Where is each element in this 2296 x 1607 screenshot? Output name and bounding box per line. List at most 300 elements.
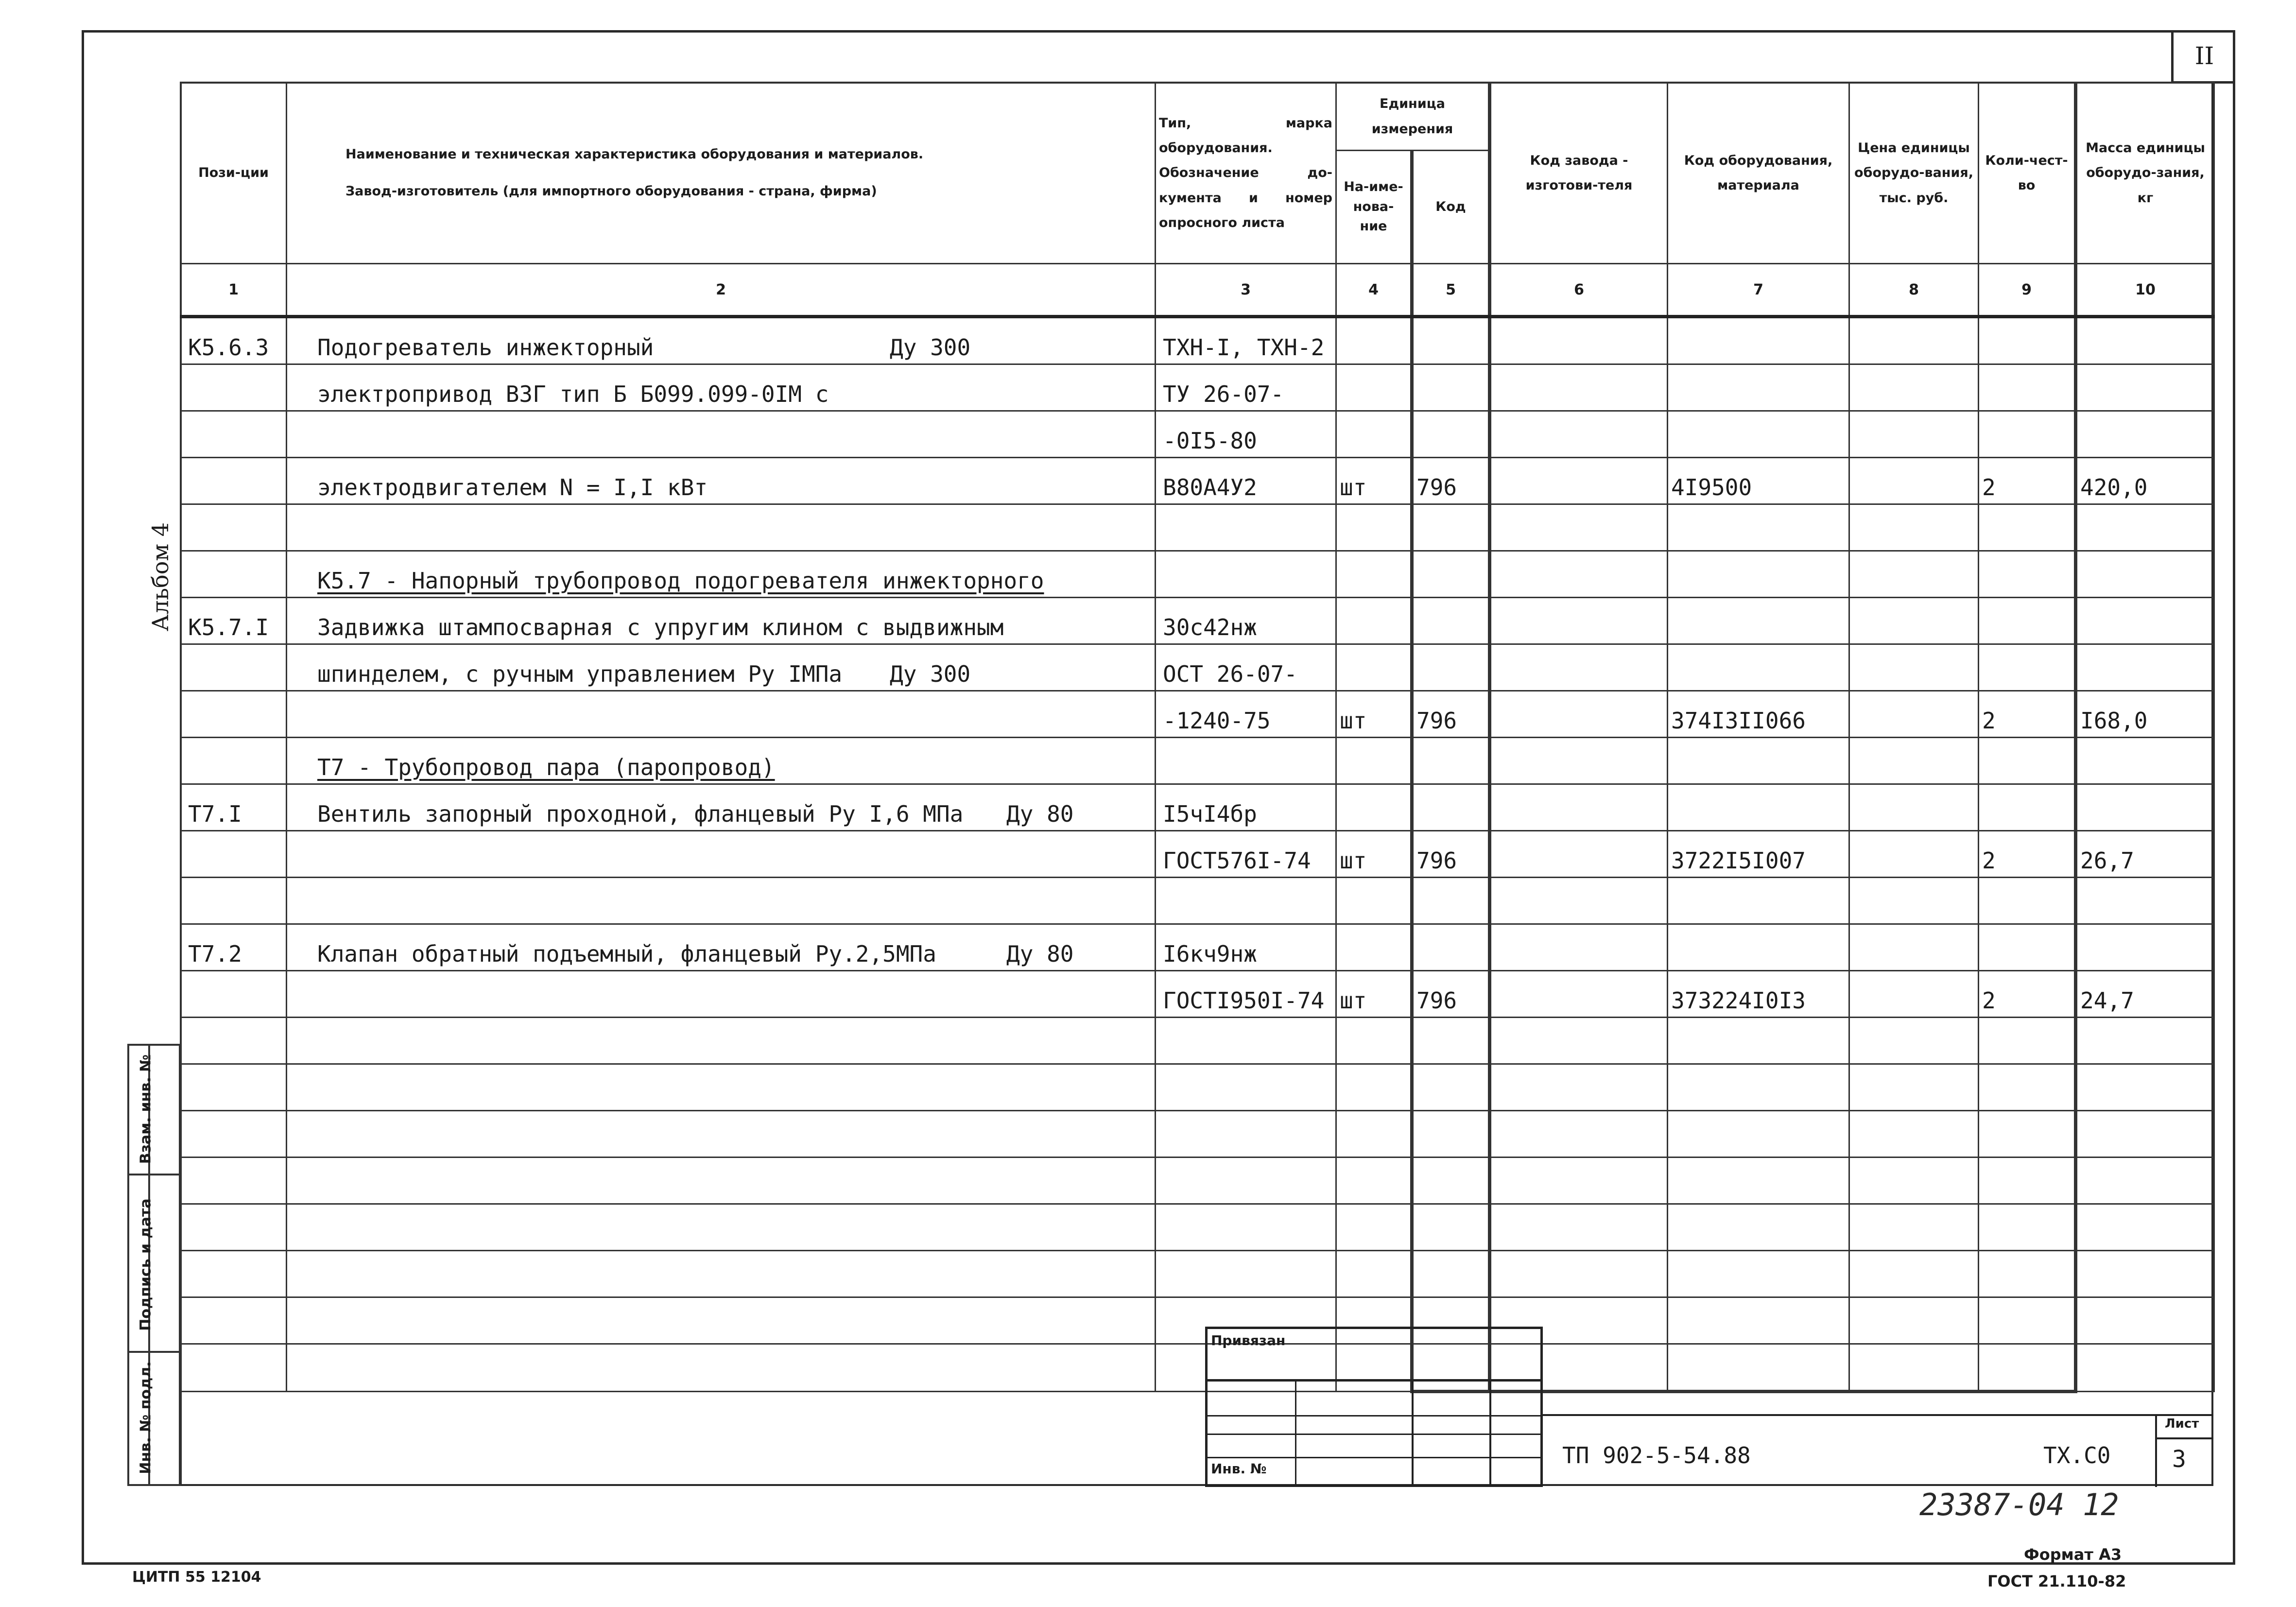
cell-qty	[1979, 878, 2076, 924]
cell-name	[287, 1064, 1156, 1111]
cell-pos	[181, 831, 287, 878]
cell-type: I5чI4бр	[1156, 784, 1336, 831]
cell-code	[1412, 598, 1490, 644]
cell-eqcode: 4I9500	[1668, 458, 1849, 504]
privyazan-label: Привязан	[1211, 1332, 1286, 1348]
cell-eqcode	[1668, 924, 1849, 971]
cell-name	[287, 1111, 1156, 1158]
cell-mass	[2076, 411, 2214, 458]
inv-no-label: Инв. №	[1211, 1461, 1267, 1477]
item-name: Подогреватель инжекторный	[317, 334, 654, 361]
table-row	[181, 644, 2214, 691]
cell-factory	[1490, 1251, 1668, 1297]
cell-pos	[181, 1064, 287, 1111]
cell-type	[1156, 1111, 1336, 1158]
table-row	[181, 551, 2214, 598]
cell-eqcode: 374I3II066	[1668, 691, 1849, 738]
cell-type: ГОСТI950I-74	[1156, 971, 1336, 1018]
cell-qty	[1979, 1344, 2076, 1392]
table-row	[181, 504, 2214, 551]
cell-mass: 26,7	[2076, 831, 2214, 878]
cell-price	[1849, 1344, 1979, 1392]
vzam-label: Взам. инв. №	[137, 1054, 155, 1164]
cell-code	[1412, 364, 1490, 411]
cell-pos	[181, 504, 287, 551]
col-number: 4	[1336, 264, 1412, 317]
stamp-line	[1295, 1379, 1296, 1487]
cell-unit	[1336, 924, 1412, 971]
cell-factory	[1490, 784, 1668, 831]
col-number: 6	[1490, 264, 1668, 317]
header-factory-code: Код заводa - изготови-теля	[1490, 83, 1668, 264]
sheet-code: ТХ.С0	[2043, 1442, 2111, 1469]
table-row	[181, 364, 2214, 411]
doc-code: ТП 902-5-54.88	[1562, 1442, 1751, 1469]
cell-mass	[2076, 1158, 2214, 1204]
table-row	[181, 317, 2214, 364]
cell-code: 796	[1412, 831, 1490, 878]
cell-mass	[2076, 1204, 2214, 1251]
list-divider	[2155, 1437, 2213, 1439]
cell-mass: 24,7	[2076, 971, 2214, 1018]
album-label: Альбом 4	[147, 522, 173, 632]
col-number: 8	[1849, 264, 1979, 317]
cell-factory	[1490, 644, 1668, 691]
nominal-diameter: Ду 300	[890, 661, 971, 687]
cell-name	[287, 924, 1156, 971]
cell-qty: 2	[1979, 971, 2076, 1018]
table-row	[181, 1018, 2214, 1064]
cell-pos	[181, 1204, 287, 1251]
cell-name	[287, 504, 1156, 551]
header-name-line1: Наименование и техническая характеристика оборудования и материалов.	[345, 147, 924, 162]
cell-code	[1412, 644, 1490, 691]
cell-eqcode	[1668, 1344, 1849, 1392]
cell-unit	[1336, 644, 1412, 691]
table-row	[181, 691, 2214, 738]
cell-pos	[181, 1158, 287, 1204]
specification-table	[180, 82, 2215, 1393]
cell-eqcode	[1668, 738, 1849, 784]
cell-price	[1849, 1064, 1979, 1111]
cell-factory	[1490, 738, 1668, 784]
cell-type: В80А4У2	[1156, 458, 1336, 504]
format-label: Формат А3	[2024, 1545, 2122, 1564]
cell-eqcode	[1668, 1251, 1849, 1297]
cell-unit	[1336, 1111, 1412, 1158]
cell-factory	[1490, 1204, 1668, 1251]
cell-qty: 2	[1979, 831, 2076, 878]
list-number: 3	[2172, 1446, 2186, 1473]
cell-name	[287, 598, 1156, 644]
cell-factory	[1490, 1111, 1668, 1158]
cell-qty	[1979, 317, 2076, 364]
cell-price	[1849, 1111, 1979, 1158]
cell-code	[1412, 1064, 1490, 1111]
cell-factory	[1490, 504, 1668, 551]
cell-price	[1849, 1251, 1979, 1297]
cell-factory	[1490, 598, 1668, 644]
cell-eqcode	[1668, 317, 1849, 364]
cell-price	[1849, 598, 1979, 644]
cell-type: 30с42нж	[1156, 598, 1336, 644]
cell-factory	[1490, 1158, 1668, 1204]
cell-eqcode	[1668, 1158, 1849, 1204]
cell-eqcode: 3722I5I007	[1668, 831, 1849, 878]
cell-pos: Т7.I	[181, 784, 287, 831]
cell-mass	[2076, 924, 2214, 971]
table-row	[181, 924, 2214, 971]
cell-eqcode: 373224I0I3	[1668, 971, 1849, 1018]
cell-qty: 2	[1979, 458, 2076, 504]
cell-name	[287, 1158, 1156, 1204]
cell-qty	[1979, 1111, 2076, 1158]
cell-pos	[181, 1297, 287, 1344]
cell-type	[1156, 1251, 1336, 1297]
stamp-line	[1205, 1379, 1543, 1382]
cell-price	[1849, 691, 1979, 738]
cell-code	[1412, 924, 1490, 971]
cell-name	[287, 1204, 1156, 1251]
cell-code	[1412, 504, 1490, 551]
cell-price	[1849, 317, 1979, 364]
cell-name	[287, 1344, 1156, 1392]
cell-name	[287, 1018, 1156, 1064]
header-price: Цена единицы оборудо-вания, тыс. руб.	[1849, 83, 1979, 264]
cell-qty	[1979, 1064, 2076, 1111]
cell-code	[1412, 411, 1490, 458]
cell-eqcode	[1668, 551, 1849, 598]
cell-price	[1849, 458, 1979, 504]
header-name	[287, 83, 1156, 264]
cell-name	[287, 1251, 1156, 1297]
cell-type	[1156, 1158, 1336, 1204]
header-unit-name: На-име-нова-ние	[1336, 151, 1412, 264]
cell-type	[1156, 504, 1336, 551]
cell-pos	[181, 551, 287, 598]
cell-qty	[1979, 598, 2076, 644]
stamp-line	[1205, 1457, 1543, 1458]
cell-price	[1849, 1018, 1979, 1064]
cell-qty	[1979, 738, 2076, 784]
cell-factory	[1490, 551, 1668, 598]
inv-podl-label: Инв. № подл.	[137, 1361, 155, 1474]
cell-qty	[1979, 1158, 2076, 1204]
cell-name	[287, 738, 1156, 784]
cell-eqcode	[1668, 1297, 1849, 1344]
header-name-line2: Завод-изготовитель (для импортного оборудования - страна, фирма)	[345, 184, 877, 199]
cell-eqcode	[1668, 784, 1849, 831]
cell-eqcode	[1668, 1204, 1849, 1251]
cell-eqcode	[1668, 504, 1849, 551]
col-number: 10	[2076, 264, 2214, 317]
header-type: Тип, марка оборудования. Обозначение до-кумента и номер опросного листа	[1156, 83, 1336, 264]
cell-code	[1412, 317, 1490, 364]
cell-name	[287, 971, 1156, 1018]
list-label: Лист	[2165, 1417, 2199, 1431]
cell-type: ОСТ 26-07-	[1156, 644, 1336, 691]
header-unit-group: Единица измерения	[1336, 83, 1490, 151]
cell-qty	[1979, 1251, 2076, 1297]
cell-name	[287, 458, 1156, 504]
cell-mass	[2076, 1018, 2214, 1064]
cell-pos	[181, 691, 287, 738]
table-row	[181, 1251, 2214, 1297]
cell-unit: шт	[1336, 691, 1412, 738]
cell-qty	[1979, 1204, 2076, 1251]
sheet-corner-number: II	[2171, 30, 2235, 84]
cell-name	[287, 551, 1156, 598]
cell-type	[1156, 1018, 1336, 1064]
stamp-line	[1205, 1415, 1543, 1417]
cell-price	[1849, 364, 1979, 411]
item-name: Задвижка штампосварная с упругим клином с выдвижным	[317, 614, 1004, 640]
cell-mass	[2076, 784, 2214, 831]
cell-unit	[1336, 1251, 1412, 1297]
cell-mass	[2076, 317, 2214, 364]
handwritten-number: 23387-04 12	[1919, 1487, 2119, 1522]
item-name: Вентиль запорный проходной, фланцевый Ру I,6 МПа	[317, 801, 964, 827]
cell-type: I6кч9нж	[1156, 924, 1336, 971]
header-position: Пози-ции	[181, 83, 287, 264]
col-number: 1	[181, 264, 287, 317]
cell-eqcode	[1668, 878, 1849, 924]
citp-label: ЦИТП 55 12104	[132, 1569, 261, 1586]
item-name: Клапан обратный подъемный, фланцевый Ру.2,5МПа	[317, 941, 936, 967]
left-strip-divider	[127, 1174, 181, 1175]
cell-unit	[1336, 1018, 1412, 1064]
cell-eqcode	[1668, 364, 1849, 411]
cell-unit: шт	[1336, 831, 1412, 878]
col-number: 7	[1668, 264, 1849, 317]
table-row	[181, 1297, 2214, 1344]
cell-code	[1412, 738, 1490, 784]
cell-qty	[1979, 411, 2076, 458]
cell-pos	[181, 971, 287, 1018]
cell-factory	[1490, 924, 1668, 971]
cell-unit	[1336, 551, 1412, 598]
cell-factory	[1490, 364, 1668, 411]
cell-price	[1849, 1297, 1979, 1344]
cell-qty	[1979, 784, 2076, 831]
cell-code	[1412, 784, 1490, 831]
cell-price	[1849, 411, 1979, 458]
cell-pos	[181, 1111, 287, 1158]
item-name: К5.7 - Напорный трубопровод подогревателя инжекторного	[317, 568, 1044, 594]
cell-mass	[2076, 1344, 2214, 1392]
cell-mass	[2076, 1111, 2214, 1158]
table-row	[181, 738, 2214, 784]
cell-factory	[1490, 411, 1668, 458]
nominal-diameter: Ду 80	[1006, 941, 1074, 967]
cell-qty	[1979, 1018, 2076, 1064]
cell-name	[287, 644, 1156, 691]
cell-factory	[1490, 1018, 1668, 1064]
cell-factory	[1490, 878, 1668, 924]
table-row	[181, 411, 2214, 458]
header-equipment-code: Код оборудования, материала	[1668, 83, 1849, 264]
cell-mass	[2076, 644, 2214, 691]
cell-unit	[1336, 598, 1412, 644]
cell-code	[1412, 1251, 1490, 1297]
cell-factory	[1490, 971, 1668, 1018]
cell-price	[1849, 1204, 1979, 1251]
cell-type: -1240-75	[1156, 691, 1336, 738]
cell-unit	[1336, 364, 1412, 411]
stamp-line	[1412, 1379, 1414, 1487]
cell-qty: 2	[1979, 691, 2076, 738]
col-number: 5	[1412, 264, 1490, 317]
cell-code: 796	[1412, 691, 1490, 738]
cell-mass: I68,0	[2076, 691, 2214, 738]
table-row	[181, 1111, 2214, 1158]
cell-mass	[2076, 551, 2214, 598]
cell-qty	[1979, 364, 2076, 411]
table-row	[181, 784, 2214, 831]
header-unit-code: Код	[1412, 151, 1490, 264]
table-row	[181, 831, 2214, 878]
cell-code	[1412, 1018, 1490, 1064]
cell-type: -0I5-80	[1156, 411, 1336, 458]
cell-qty	[1979, 1297, 2076, 1344]
cell-type	[1156, 551, 1336, 598]
cell-code	[1412, 878, 1490, 924]
cell-qty	[1979, 924, 2076, 971]
cell-eqcode	[1668, 1111, 1849, 1158]
cell-qty	[1979, 551, 2076, 598]
cell-price	[1849, 551, 1979, 598]
cell-factory	[1490, 458, 1668, 504]
col-number: 3	[1156, 264, 1336, 317]
cell-unit	[1336, 411, 1412, 458]
cell-mass	[2076, 738, 2214, 784]
cell-type	[1156, 1064, 1336, 1111]
table-row	[181, 458, 2214, 504]
cell-eqcode	[1668, 1064, 1849, 1111]
cell-price	[1849, 738, 1979, 784]
cell-type: ТХН-I, ТХН-2	[1156, 317, 1336, 364]
cell-pos: К5.7.I	[181, 598, 287, 644]
cell-code	[1412, 1204, 1490, 1251]
cell-pos	[181, 1344, 287, 1392]
cell-unit	[1336, 317, 1412, 364]
item-name: шпинделем, с ручным управлением Ру IМПа	[317, 661, 843, 687]
cell-name	[287, 691, 1156, 738]
cell-factory	[1490, 831, 1668, 878]
nominal-diameter: Ду 300	[890, 334, 971, 361]
item-name: электродвигателем N = I,I кВт	[317, 474, 708, 501]
podpis-label: Подпись и дата	[137, 1198, 155, 1331]
cell-unit	[1336, 784, 1412, 831]
cell-pos	[181, 411, 287, 458]
cell-unit	[1336, 738, 1412, 784]
cell-unit	[1336, 1064, 1412, 1111]
header-quantity: Коли-чест-во	[1979, 83, 2076, 264]
cell-pos	[181, 1018, 287, 1064]
table-body	[181, 317, 2214, 1392]
cell-pos	[181, 364, 287, 411]
table-row	[181, 1064, 2214, 1111]
cell-type	[1156, 738, 1336, 784]
cell-name	[287, 411, 1156, 458]
cell-factory	[1490, 1064, 1668, 1111]
cell-name	[287, 831, 1156, 878]
cell-unit: шт	[1336, 458, 1412, 504]
cell-mass: 420,0	[2076, 458, 2214, 504]
cell-code	[1412, 551, 1490, 598]
cell-price	[1849, 784, 1979, 831]
item-name: Т7 - Трубопровод пара (паропровод)	[317, 754, 775, 780]
table-row	[181, 971, 2214, 1018]
gost-label: ГОСТ 21.110-82	[1987, 1572, 2126, 1590]
cell-price	[1849, 1158, 1979, 1204]
table-row	[181, 1204, 2214, 1251]
col-number: 2	[287, 264, 1156, 317]
cell-name	[287, 784, 1156, 831]
cell-pos	[181, 738, 287, 784]
cell-name	[287, 317, 1156, 364]
cell-unit: шт	[1336, 971, 1412, 1018]
cell-code	[1412, 1158, 1490, 1204]
table-row	[181, 598, 2214, 644]
cell-pos	[181, 644, 287, 691]
stamp-line	[1205, 1434, 1543, 1435]
cell-type	[1156, 878, 1336, 924]
cell-price	[1849, 831, 1979, 878]
cell-unit	[1336, 504, 1412, 551]
cell-type	[1156, 1204, 1336, 1251]
cell-qty	[1979, 644, 2076, 691]
cell-name	[287, 364, 1156, 411]
cell-factory	[1490, 691, 1668, 738]
cell-code	[1412, 1111, 1490, 1158]
table-row	[181, 1344, 2214, 1392]
cell-mass	[2076, 1297, 2214, 1344]
cell-pos	[181, 458, 287, 504]
nominal-diameter: Ду 80	[1006, 801, 1074, 827]
cell-mass	[2076, 598, 2214, 644]
cell-unit	[1336, 878, 1412, 924]
cell-pos: К5.6.3	[181, 317, 287, 364]
cell-mass	[2076, 364, 2214, 411]
cell-mass	[2076, 504, 2214, 551]
cell-qty	[1979, 504, 2076, 551]
cell-mass	[2076, 1064, 2214, 1111]
item-name: электропривод ВЗГ тип Б Б099.099-0IМ с	[317, 381, 829, 407]
cell-pos: Т7.2	[181, 924, 287, 971]
cell-mass	[2076, 878, 2214, 924]
cell-unit	[1336, 1204, 1412, 1251]
cell-price	[1849, 971, 1979, 1018]
table-row	[181, 878, 2214, 924]
cell-price	[1849, 504, 1979, 551]
cell-price	[1849, 924, 1979, 971]
header-mass: Масса единицы оборудо-зания, кг	[2076, 83, 2214, 264]
cell-code: 796	[1412, 458, 1490, 504]
cell-factory	[1490, 317, 1668, 364]
cell-eqcode	[1668, 411, 1849, 458]
cell-eqcode	[1668, 644, 1849, 691]
cell-type: ГОСТ576I-74	[1156, 831, 1336, 878]
table-row	[181, 1158, 2214, 1204]
col-number: 9	[1979, 264, 2076, 317]
cell-pos	[181, 1251, 287, 1297]
cell-eqcode	[1668, 1018, 1849, 1064]
cell-name	[287, 1297, 1156, 1344]
cell-pos	[181, 878, 287, 924]
cell-price	[1849, 644, 1979, 691]
cell-type: ТУ 26-07-	[1156, 364, 1336, 411]
